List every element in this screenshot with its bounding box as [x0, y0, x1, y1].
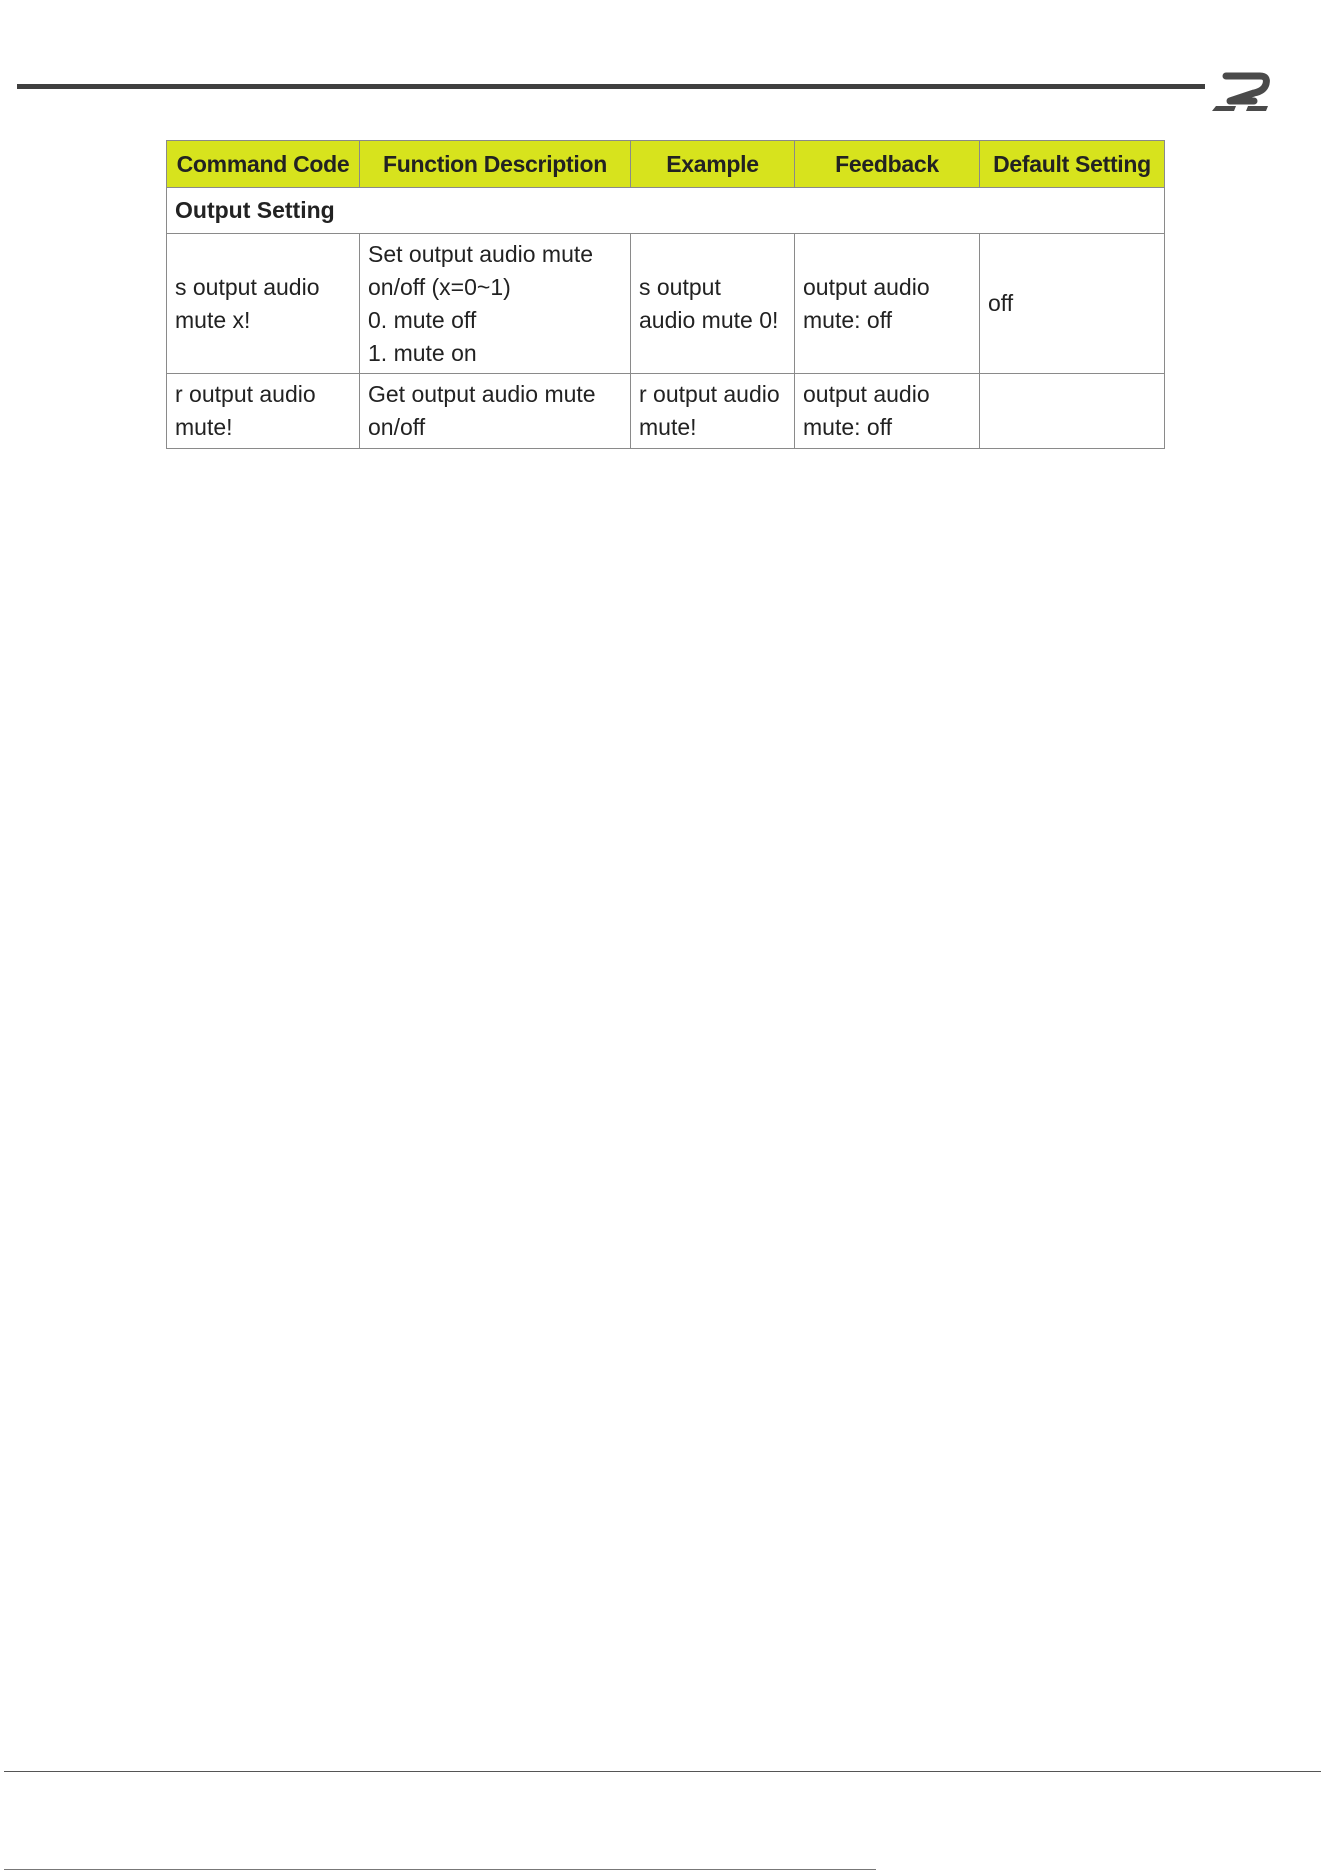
cell-line: 1. mute on: [368, 339, 477, 366]
cell-line: Get output audio mute: [368, 381, 596, 407]
cell-line: 0. mute off: [368, 306, 477, 333]
example-cell: [631, 234, 795, 374]
feedback-cell: [795, 234, 980, 374]
brand-logo-icon: [1208, 62, 1276, 112]
default-setting-cell: [980, 374, 1165, 449]
command-table: [166, 140, 1165, 449]
default-setting-cell: [980, 234, 1165, 374]
cell-line: output audio: [803, 381, 930, 407]
table-row: [167, 374, 1165, 449]
section-row: [167, 188, 1165, 234]
command-code-cell: [167, 374, 360, 449]
header-rule: [17, 84, 1205, 89]
header-feedback: Feedback: [795, 141, 980, 188]
cell-line: r output audio: [639, 381, 780, 407]
cell-line: on/off (x=0~1): [368, 273, 511, 300]
cell-line: mute: off: [803, 306, 893, 333]
cell-line: mute!: [639, 414, 697, 440]
header-example: Example: [631, 141, 795, 188]
cell-line: r output audio: [175, 381, 316, 407]
cell-line: s output: [639, 273, 721, 300]
cell-line: mute x!: [175, 306, 251, 333]
cell-line: output audio: [803, 273, 930, 300]
feedback-cell: [795, 374, 980, 449]
table-row: [167, 234, 1165, 374]
function-description-cell: [360, 374, 631, 449]
example-cell: [631, 374, 795, 449]
section-title: Output Setting: [167, 188, 1165, 234]
header-command-code: Command Code: [167, 141, 360, 188]
footer-rule: [4, 1771, 1321, 1772]
cell-line: Set output audio mute: [368, 240, 594, 267]
header-function-description: Function Description: [360, 141, 631, 188]
bottom-rule: [4, 1869, 876, 1870]
cell-line: mute: off: [803, 414, 893, 440]
cell-line: s output audio: [175, 273, 320, 300]
cell-line: mute!: [175, 414, 233, 440]
command-code-cell: [167, 234, 360, 374]
cell-line: on/off: [368, 414, 426, 440]
cell-line: off: [988, 290, 1014, 316]
function-description-cell: [360, 234, 631, 374]
table-header-row: [167, 141, 1165, 188]
cell-line: audio mute 0!: [639, 306, 779, 333]
header-default-setting: Default Setting: [980, 141, 1165, 188]
